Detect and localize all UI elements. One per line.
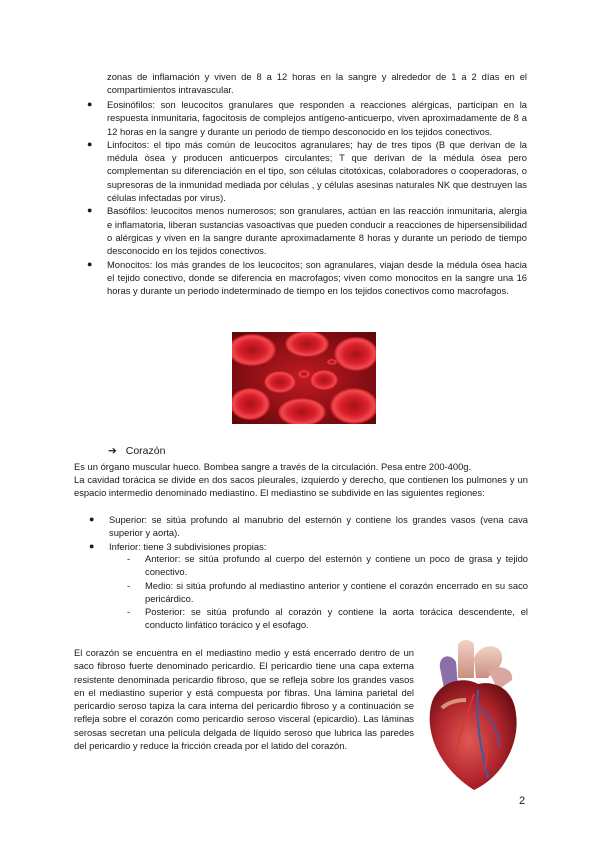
page-number: 2 xyxy=(519,795,526,807)
thoracic-cavity-paragraph: La cavidad torácica se divide en dos sacos pleurales, izquierdo y derecho, que contienen los pulmones y un espacio intermedio denominado mediastino. El mediastino se subdivide en las siguientes regiones: xyxy=(74,474,528,499)
heart-illustration xyxy=(418,638,526,794)
list-item-anterior: - Anterior: se sitúa profundo al cuerpo del esternón y contiene un poco de grasa y tejido conectivo. xyxy=(127,553,528,578)
dash-icon: - xyxy=(127,553,131,564)
heart-intro: Es un órgano muscular hueco. Bombea sangre a través de la circulación. Pesa entre 200-400g. xyxy=(74,461,472,472)
dash-icon: - xyxy=(127,606,131,618)
pericardium-paragraph: El corazón se encuentra en el mediastino medio y está encerrado dentro de un saco fibroso fuerte denominado pericardio. El pericardio tiene una capa externa resistente denominada pericardio fibroso, que se refleja sobre los grandes vasos en el mediastino superior y está compuesta por fibras. Una lámina parietal del pericardio seroso tapiza la cara interna del pericardio fibroso y a continuación se refleja sobre el corazón como pericardio seroso visceral (epicardio). Las láminas serosas secretan una película delgada de líquido seroso que lubrica las paredes del pericardio y reduce la fricción creada por el latido del corazón. xyxy=(74,647,414,752)
list-item-superior: ● Superior: se sitúa profundo al manubrio del esternón y contiene los grandes vasos (vena cava superior y aorta). xyxy=(89,514,528,539)
bullet-icon: ● xyxy=(87,205,93,216)
section-heading-corazon xyxy=(108,445,165,457)
arrow-icon: ➔ xyxy=(108,445,117,457)
inferior-subdivisions xyxy=(127,552,528,632)
dash-icon: - xyxy=(127,579,131,591)
continuation-text: zonas de inflamación y viven de 8 a 12 horas en la sangre y alrededor de 1 a 2 días en el compartimientos intravascular. xyxy=(107,71,527,96)
bullet-icon: ● xyxy=(87,258,93,269)
blood-cells-image xyxy=(232,332,376,424)
list-item-posterior: - Posterior: se sitúa profundo al corazón y contiene la aorta torácica descendente, el conducto linfático torácico y el esofago. xyxy=(127,606,528,631)
list-item-basophils: ● Basófilos: leucocitos menos numerosos; son granulares, actúan en las reacción inmunitaria, alergia e inflamatoria, liberan sustancias vasoactivas que pueden conducir a reacciones de hipersensibilidad o alérgicas y viven en la sangre durante aproximadamente 8 horas y durante un periodo de tiempo desconocido en los tejidos conectivos. xyxy=(87,205,527,257)
list-item-eosinophils: ● Eosinófilos: son leucocitos granulares que responden a reacciones alérgicas, participan en la respuesta inmunitaria, fagocitosis de complejos antígeno-anticuerpo, viven aproximadamente de 8 a 12 horas en la sangre y durante un periodo de tiempo desconocido en los tejidos conectivos. xyxy=(87,99,527,137)
list-item-monocytes: ● Monocitos: los más grandes de los leucocitos; son agranulares, viajan desde la médula ósea hacia el tejido conectivo, donde se diferencia en macrofagos; viven como monocitos en la sangre una 16 horas y durante un periodo indeterminado de tiempo en los tejidos conectivos como macrofagos. xyxy=(87,258,527,297)
section-title: Corazón xyxy=(125,445,166,457)
mediastinum-regions xyxy=(89,513,528,553)
bullet-icon: ● xyxy=(89,540,95,551)
list-item-medio: - Medio: si sitúa profundo al mediastino anterior y contiene el corazón encerrado en su saco pericárdico. xyxy=(127,579,528,604)
bullet-icon: ● xyxy=(89,514,95,524)
neutrophil-continuation xyxy=(107,70,527,97)
list-item-inferior: ● Inferior: tiene 3 subdivisiones propias: xyxy=(89,540,267,552)
list-item-lymphocytes: ● Linfocitos: el tipo más común de leucocitos agranulares; hay de tres tipos (B que derivan de la médula ósea y producen anticuerpos circulantes; T que derivan de la médula ósea pero complementan su diferenciación en el tipo, son células citotóxicas, colaboradores o cooperadoras, o supresoras de la inmunidad mediada por células , y células asesinas naturales NK que destruyen las células infectadas por virus). xyxy=(87,138,527,204)
bullet-icon: ● xyxy=(87,99,93,109)
leukocyte-list xyxy=(87,98,527,297)
bullet-icon: ● xyxy=(87,138,93,149)
